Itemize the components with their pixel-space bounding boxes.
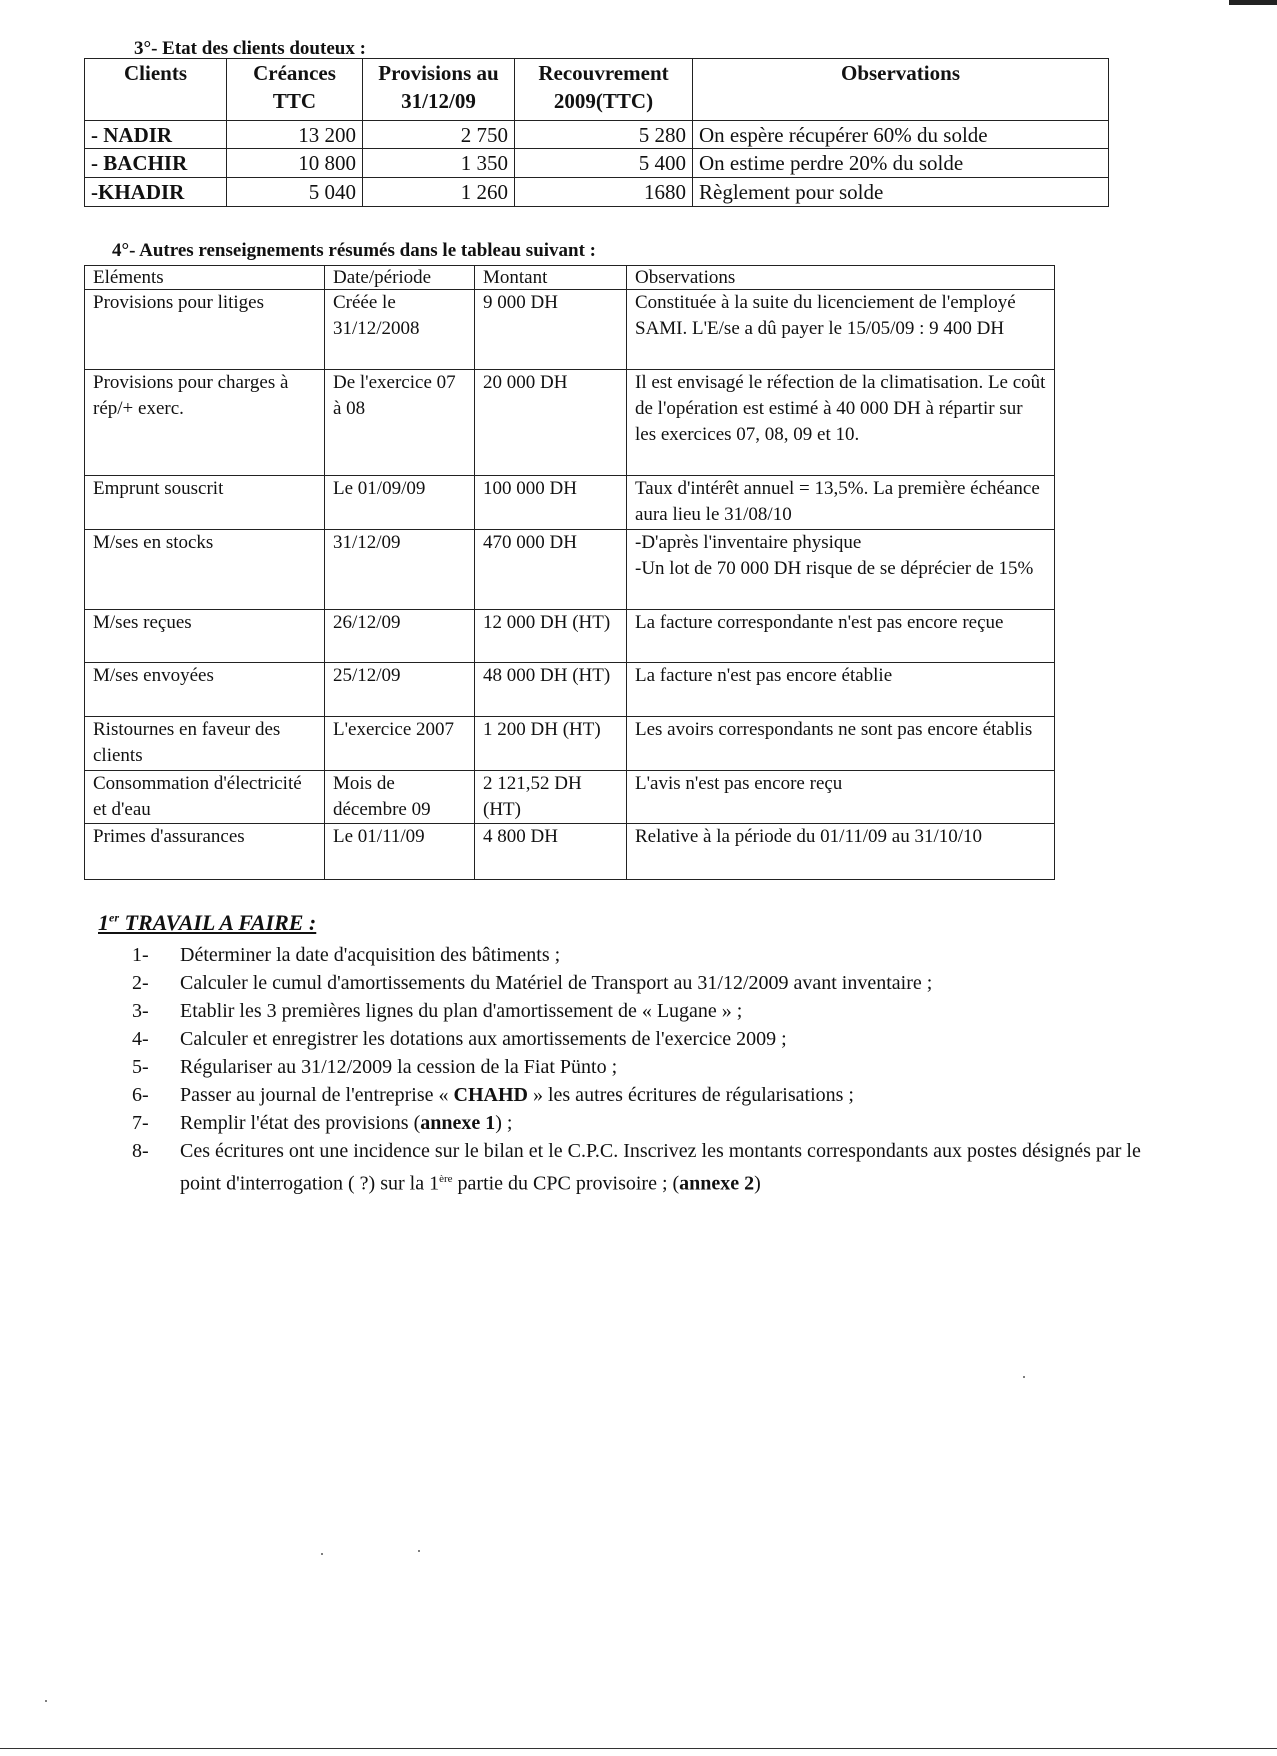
task-number: 4- bbox=[132, 1028, 149, 1050]
creances-value: 10 800 bbox=[227, 149, 363, 178]
date-cell: Le 01/11/09 bbox=[325, 824, 475, 880]
work-title-number: 1 bbox=[98, 910, 109, 935]
bottom-scan-line bbox=[0, 1748, 1277, 1749]
header-montant: Montant bbox=[475, 266, 627, 290]
task-text: Calculer le cumul d'amortissements du Matériel de Transport au 31/12/2009 avant inventaire ; bbox=[180, 972, 933, 994]
table-header-row bbox=[85, 266, 1055, 290]
task-text: ) ; bbox=[495, 1112, 513, 1134]
company-name: CHAHD bbox=[453, 1084, 528, 1106]
scan-speck bbox=[1023, 1376, 1025, 1378]
observation-text: On estime perdre 20% du solde bbox=[693, 149, 1109, 178]
table-row bbox=[85, 530, 1055, 610]
observation-cell: Les avoirs correspondants ne sont pas encore établis bbox=[627, 717, 1055, 771]
task-number: 2- bbox=[132, 972, 149, 994]
montant-cell: 470 000 DH bbox=[475, 530, 627, 610]
date-cell: Mois de décembre 09 bbox=[325, 771, 475, 824]
observation-cell: Il est envisagé le réfection de la climatisation. Le coût de l'opération est estimé à 40 000 DH à répartir sur les exercices 07, 08, 09 et 10. bbox=[627, 370, 1055, 476]
work-title bbox=[98, 910, 316, 936]
scan-speck bbox=[418, 1550, 420, 1552]
header-observations: Observations bbox=[627, 266, 1055, 290]
annex-reference: annexe 1 bbox=[420, 1112, 496, 1134]
task-text: Passer au journal de l'entreprise « bbox=[180, 1084, 454, 1106]
header-creances: Créances TTC bbox=[227, 59, 363, 121]
list-item bbox=[96, 997, 1176, 1025]
table-row bbox=[85, 149, 1109, 178]
date-cell: De l'exercice 07 à 08 bbox=[325, 370, 475, 476]
element-cell: Ristournes en faveur des clients bbox=[85, 717, 325, 771]
table-row bbox=[85, 121, 1109, 149]
header-date: Date/période bbox=[325, 266, 475, 290]
date-cell: 31/12/09 bbox=[325, 530, 475, 610]
task-text: » les autres écritures de régularisations ; bbox=[527, 1084, 854, 1106]
observation-cell: L'avis n'est pas encore reçu bbox=[627, 771, 1055, 824]
task-number: 7- bbox=[132, 1112, 149, 1134]
montant-cell: 48 000 DH (HT) bbox=[475, 663, 627, 717]
element-cell: Provisions pour charges à rép/+ exerc. bbox=[85, 370, 325, 476]
list-item bbox=[96, 969, 1176, 997]
section-4-title: 4°- Autres renseignements résumés dans le tableau suivant : bbox=[112, 240, 597, 261]
montant-cell: 100 000 DH bbox=[475, 476, 627, 530]
provisions-value: 1 350 bbox=[363, 149, 515, 178]
list-item bbox=[96, 1053, 1176, 1081]
element-cell: M/ses reçues bbox=[85, 610, 325, 663]
creances-value: 5 040 bbox=[227, 178, 363, 207]
recouvrement-value: 5 280 bbox=[515, 121, 693, 149]
header-recouvrement: Recouvrement 2009(TTC) bbox=[515, 59, 693, 121]
work-title-sup: er bbox=[109, 910, 119, 925]
task-number: 1- bbox=[132, 944, 149, 966]
work-title-text: TRAVAIL A FAIRE : bbox=[119, 910, 317, 935]
element-cell: M/ses envoyées bbox=[85, 663, 325, 717]
task-number: 8- bbox=[132, 1140, 149, 1162]
montant-cell: 12 000 DH (HT) bbox=[475, 610, 627, 663]
date-cell: L'exercice 2007 bbox=[325, 717, 475, 771]
montant-cell: 4 800 DH bbox=[475, 824, 627, 880]
observation-text: Règlement pour solde bbox=[693, 178, 1109, 207]
observation-cell: -D'après l'inventaire physique -Un lot de 70 000 DH risque de se déprécier de 15% bbox=[627, 530, 1055, 610]
element-cell: Consommation d'électricité et d'eau bbox=[85, 771, 325, 824]
table-row bbox=[85, 717, 1055, 771]
montant-cell: 1 200 DH (HT) bbox=[475, 717, 627, 771]
date-cell: Le 01/09/09 bbox=[325, 476, 475, 530]
scan-speck bbox=[321, 1553, 323, 1555]
table-row bbox=[85, 370, 1055, 476]
header-elements: Eléments bbox=[85, 266, 325, 290]
table-header-row bbox=[85, 59, 1109, 121]
scan-speck bbox=[45, 1700, 47, 1702]
observation-cell: La facture correspondante n'est pas encore reçue bbox=[627, 610, 1055, 663]
task-text: Remplir l'état des provisions ( bbox=[180, 1112, 421, 1134]
task-number: 6- bbox=[132, 1084, 149, 1106]
client-name: - NADIR bbox=[85, 121, 227, 149]
provisions-value: 2 750 bbox=[363, 121, 515, 149]
element-cell: Emprunt souscrit bbox=[85, 476, 325, 530]
annex-reference: annexe 2 bbox=[679, 1172, 755, 1195]
list-item bbox=[96, 1137, 1176, 1198]
provisions-value: 1 260 bbox=[363, 178, 515, 207]
table-row bbox=[85, 824, 1055, 880]
observation-cell: Relative à la période du 01/11/09 au 31/10/10 bbox=[627, 824, 1055, 880]
table-row bbox=[85, 476, 1055, 530]
date-cell: 26/12/09 bbox=[325, 610, 475, 663]
table-row bbox=[85, 771, 1055, 824]
list-item bbox=[96, 1081, 1176, 1109]
list-item bbox=[96, 1109, 1176, 1137]
header-observations: Observations bbox=[693, 59, 1109, 121]
list-item bbox=[96, 941, 1176, 969]
recouvrement-value: 1680 bbox=[515, 178, 693, 207]
table-row bbox=[85, 610, 1055, 663]
client-name: - BACHIR bbox=[85, 149, 227, 178]
task-text: ) bbox=[754, 1172, 761, 1195]
observation-text: On espère récupérer 60% du solde bbox=[693, 121, 1109, 149]
creances-value: 13 200 bbox=[227, 121, 363, 149]
task-text: Etablir les 3 premières lignes du plan d'amortissement de « Lugane » ; bbox=[180, 1000, 743, 1022]
task-number: 5- bbox=[132, 1056, 149, 1078]
doubtful-clients-table bbox=[84, 58, 1109, 207]
client-name: -KHADIR bbox=[85, 178, 227, 207]
task-text: Calculer et enregistrer les dotations aux amortissements de l'exercice 2009 ; bbox=[180, 1028, 787, 1050]
element-cell: M/ses en stocks bbox=[85, 530, 325, 610]
task-text: partie du CPC provisoire ; ( bbox=[452, 1172, 680, 1195]
montant-cell: 2 121,52 DH (HT) bbox=[475, 771, 627, 824]
date-cell: 25/12/09 bbox=[325, 663, 475, 717]
header-provisions: Provisions au 31/12/09 bbox=[363, 59, 515, 121]
element-cell: Provisions pour litiges bbox=[85, 290, 325, 370]
observation-cell: La facture n'est pas encore établie bbox=[627, 663, 1055, 717]
other-info-table bbox=[84, 265, 1055, 880]
observation-cell: Taux d'intérêt annuel = 13,5%. La première échéance aura lieu le 31/08/10 bbox=[627, 476, 1055, 530]
list-item bbox=[96, 1025, 1176, 1053]
task-text: Déterminer la date d'acquisition des bâtiments ; bbox=[180, 944, 561, 966]
task-text: Régulariser au 31/12/2009 la cession de la Fiat Pünto ; bbox=[180, 1056, 618, 1078]
task-text: Ces écritures ont une incidence sur le bilan et le C.P.C. Inscrivez les montants correspondants aux postes désignés par le point d'interrogation ( ?) sur la 1 bbox=[180, 1140, 1141, 1195]
header-clients: Clients bbox=[85, 59, 227, 121]
montant-cell: 9 000 DH bbox=[475, 290, 627, 370]
top-corner-mark bbox=[1229, 0, 1277, 5]
task-sup: ère bbox=[439, 1173, 453, 1185]
element-cell: Primes d'assurances bbox=[85, 824, 325, 880]
table-row bbox=[85, 663, 1055, 717]
table-row bbox=[85, 290, 1055, 370]
recouvrement-value: 5 400 bbox=[515, 149, 693, 178]
observation-cell: Constituée à la suite du licenciement de l'employé SAMI. L'E/se a dû payer le 15/05/09 : 9 400 DH bbox=[627, 290, 1055, 370]
montant-cell: 20 000 DH bbox=[475, 370, 627, 476]
task-list bbox=[96, 941, 1176, 1198]
date-cell: Créée le 31/12/2008 bbox=[325, 290, 475, 370]
task-number: 3- bbox=[132, 1000, 149, 1022]
table-row bbox=[85, 178, 1109, 207]
section-3-title: 3°- Etat des clients douteux : bbox=[134, 38, 366, 59]
